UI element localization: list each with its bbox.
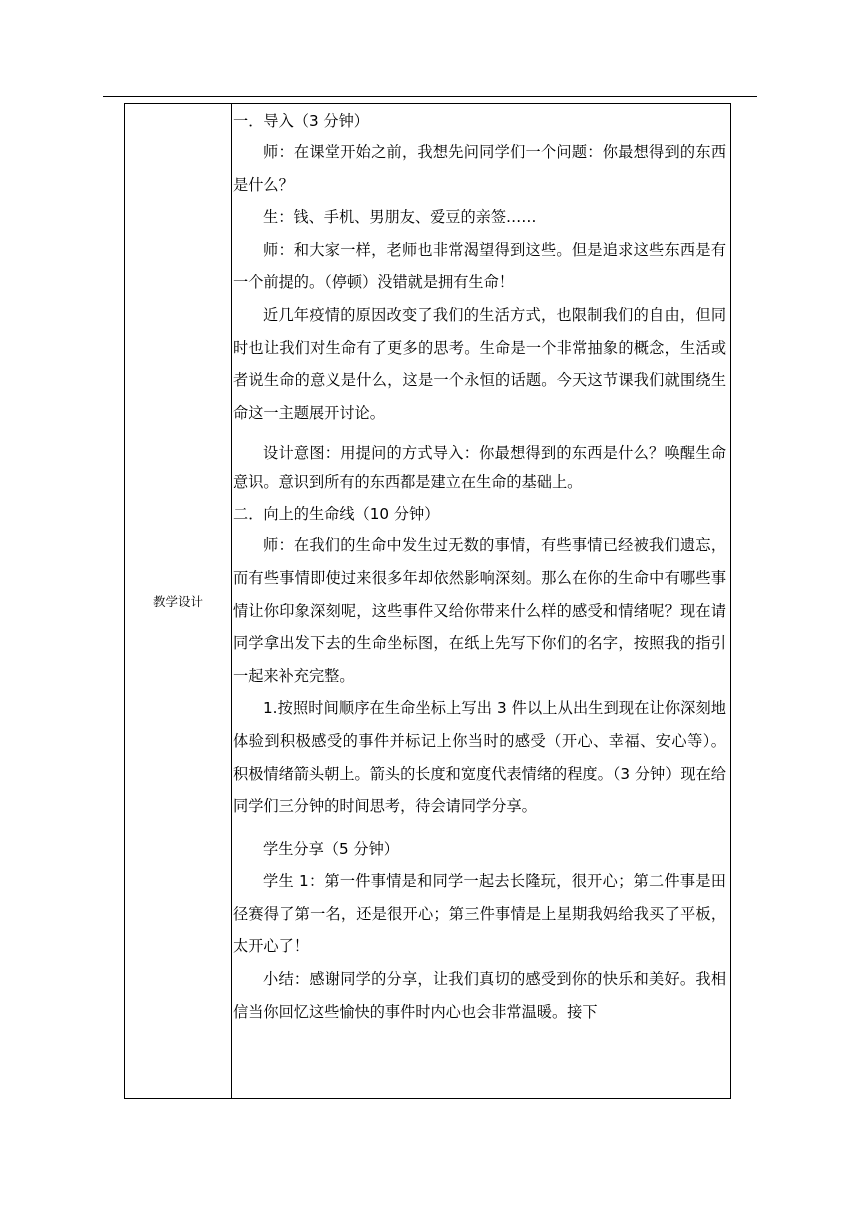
section-heading-lifeline: 二．向上的生命线（10 分钟）: [233, 505, 440, 524]
paragraph-instruction-1: 1.按照时间顺序在生命坐标上写出 3 件以上从出生到现在让你深刻地体验到积极感受的事件并标记上你当时的感受（开心、幸福、安心等）。积极情绪箭头朝上。箭头的长度和宽度代表情绪的程度。（3 分钟）现在给同学们三分钟的时间思考，待会请同学分享。: [233, 699, 726, 816]
paragraph-epidemic-reflection: 近几年疫情的原因改变了我们的生活方式，也限制我们的自由，但同时也让我们对生命有了更多的思考。生命是一个非常抽象的概念，生活或者说生命的意义是什么，这是一个永恒的话题。今天这节课我们就围绕生命这一主题展开讨论。: [233, 305, 726, 422]
teaching-design-content: [233, 104, 726, 1028]
paragraph-teacher-lifeline: 师：在我们的生命中发生过无数的事情，有些事情已经被我们遗忘，而有些事情即使过来很多年却依然影响深刻。那么在你的生命中有哪些事情让你印象深刻呢，这些事件又给你带来什么样的感受和情绪呢？现在请同学拿出发下去的生命坐标图，在纸上先写下你们的名字，按照我的指引一起来补充完整。: [233, 536, 726, 685]
section-heading-intro: 一．导入（3 分钟）: [233, 112, 369, 130]
paragraph-student-1: 学生 1：第一件事情是和同学一起去长隆玩，很开心；第二件事是田径赛得了第一名，还是很开心；第三件事情是上星期我妈给我买了平板，太开心了！: [233, 872, 726, 956]
paragraph-design-intent: 设计意图：用提问的方式导入：你最想得到的东西是什么？唤醒生命意识。意识到所有的东西都是建立在生命的基础上。: [233, 444, 726, 492]
paragraph-student-sharing: 学生分享（5 分钟）: [263, 839, 399, 858]
header-rule: [103, 96, 757, 97]
row-label-teaching-design: 教学设计: [152, 594, 203, 609]
paragraph-teacher-question: 师：在课堂开始之前，我想先问同学们一个问题：你最想得到的东西是什么？: [233, 143, 726, 194]
column-divider: [231, 104, 232, 1098]
paragraph-teacher-premise: 师：和大家一样，老师也非常渴望得到这些。但是追求这些东西是有一个前提的。（停顿）没错就是拥有生命！: [233, 240, 726, 292]
paragraph-student-answer: 生：钱、手机、男朋友、爱豆的亲签……: [263, 208, 537, 227]
lesson-plan-table: [124, 103, 731, 1099]
paragraph-summary: 小结：感谢同学的分享，让我们真切的感受到你的快乐和美好。我相信当你回忆这些愉快的事件时内心也会非常温暖。接下: [233, 970, 726, 1021]
